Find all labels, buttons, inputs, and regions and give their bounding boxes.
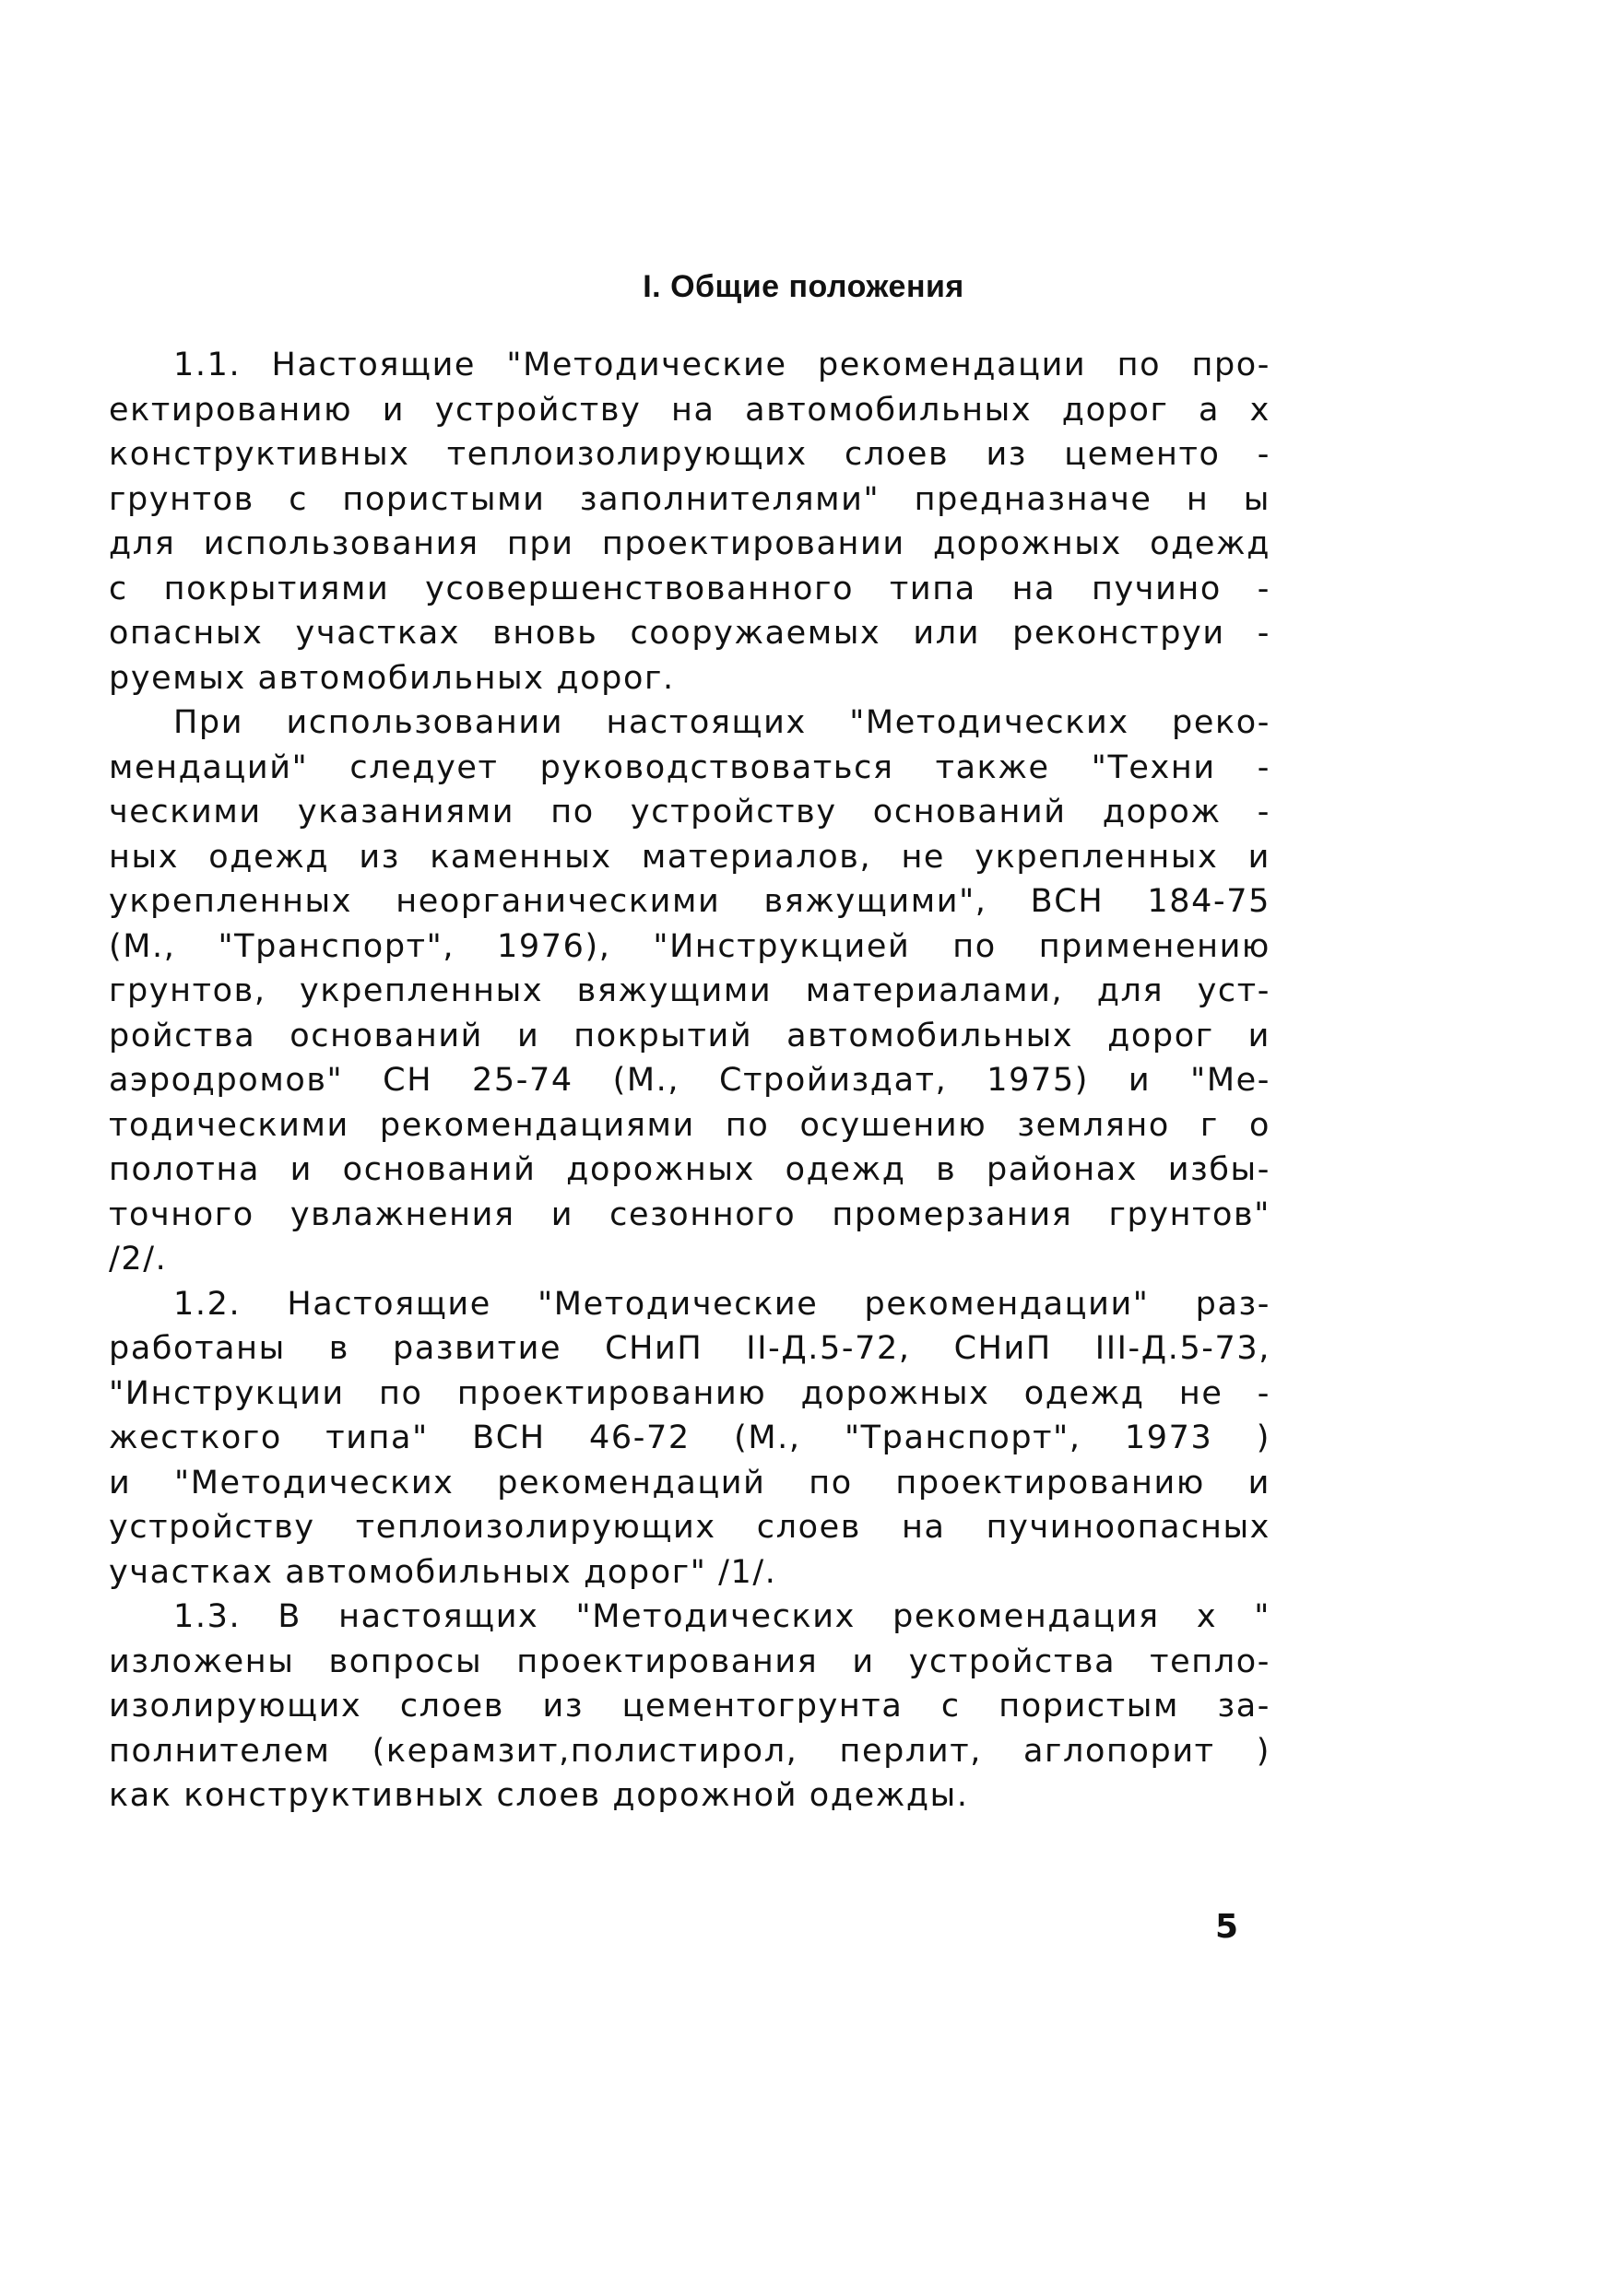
text-line: ческими указаниями по устройству оснований дорож -	[109, 794, 1270, 830]
text-line: 1.1. Настоящие "Методические рекомендации по про-	[173, 347, 1270, 383]
text-line: работаны в развитие СНиП II-Д.5-72, СНиП III-Д.5-73,	[109, 1330, 1270, 1367]
text-line: жесткого типа" ВСН 46-72 (М., "Транспорт", 1973 )	[109, 1419, 1270, 1456]
text-line: укрепленных неорганическими вяжущими", ВСН 184-75	[109, 883, 1270, 920]
text-line: как конструктивных слоев дорожной одежды.	[109, 1777, 969, 1814]
text-line: для использования при проектировании дорожных одежд	[109, 525, 1270, 562]
text-line: ройства оснований и покрытий автомобильных дорог и	[109, 1017, 1270, 1054]
text-line: опасных участках вновь сооружаемых или реконструи -	[109, 615, 1270, 652]
text-line: точного увлажнения и сезонного промерзания грунтов"	[109, 1195, 1270, 1233]
text-line: ных одежд из каменных материалов, не укрепленных и	[109, 838, 1270, 876]
text-line: "Инструкции по проектированию дорожных одежд не -	[109, 1374, 1270, 1412]
page-number: 5	[1215, 1908, 1239, 1946]
text-line: участках автомобильных дорог" /1/.	[109, 1553, 777, 1591]
text-line: тодическими рекомендациями по осушению земляно г о	[109, 1106, 1270, 1144]
text-line: 1.2. Настоящие "Методические рекомендации" раз-	[173, 1285, 1270, 1323]
text-line: полотна и оснований дорожных одежд в районах избы-	[109, 1151, 1270, 1188]
text-line: с покрытиями усовершенствованного типа на пучино -	[109, 570, 1270, 607]
text-line: полнителем (керамзит,полистирол, перлит, аглопорит )	[109, 1732, 1270, 1770]
text-line: руемых автомобильных дорог.	[109, 659, 675, 697]
text-line: и "Методических рекомендаций по проектированию и	[109, 1464, 1270, 1501]
text-line: изложены вопросы проектирования и устройства тепло-	[109, 1643, 1270, 1680]
text-line: ектированию и устройству на автомобильных дорог а х	[109, 391, 1270, 429]
text-line: грунтов с пористыми заполнителями" предназначе н ы	[109, 480, 1270, 518]
text-line: устройству теплоизолирующих слоев на пучиноопасных	[109, 1509, 1270, 1546]
section-heading: I. Общие положения	[643, 269, 964, 304]
text-line: изолирующих слоев из цементогрунта с пористым за-	[109, 1688, 1270, 1725]
text-line: 1.3. В настоящих "Методических рекомендация х "	[173, 1598, 1270, 1635]
text-line: При использовании настоящих "Методических реко-	[173, 704, 1270, 741]
text-line: аэродромов" СН 25-74 (М., Стройиздат, 1975) и "Ме-	[109, 1062, 1270, 1099]
text-line: грунтов, укрепленных вяжущими материалами, для уст-	[109, 972, 1270, 1009]
text-line: мендаций" следует руководствоваться также "Техни -	[109, 748, 1270, 786]
text-line: конструктивных теплоизолирующих слоев из цементо -	[109, 436, 1270, 473]
body-text	[109, 343, 1270, 1819]
text-line: /2/.	[109, 1241, 168, 1278]
text-line: (М., "Транспорт", 1976), "Инструкцией по применению	[109, 927, 1270, 965]
